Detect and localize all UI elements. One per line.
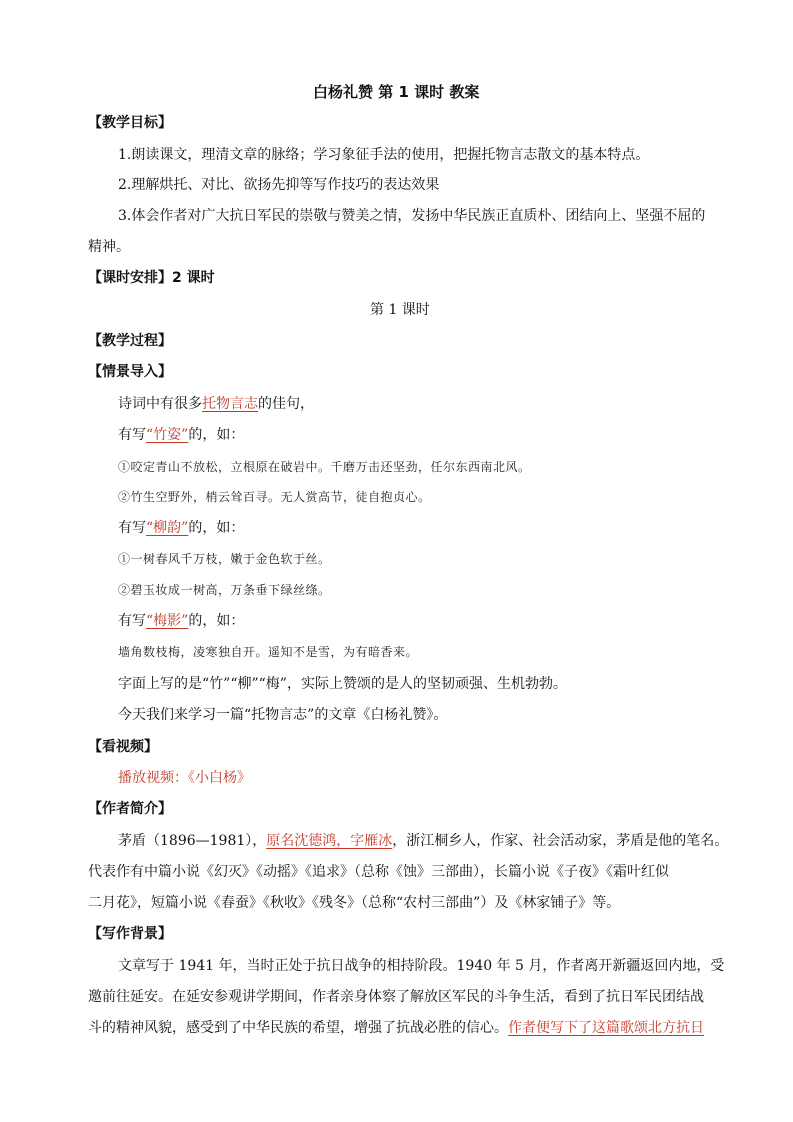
- willow-line: [118, 518, 244, 538]
- author-line-3: 二月花》，短篇小说《春蚕》《秋收》《残冬》（总称“农村三部曲”）及《林家铺子》等。: [88, 895, 621, 911]
- plum-text-a: 有写: [118, 613, 146, 629]
- process-heading: 【教学过程】: [88, 333, 172, 349]
- bamboo-text-b: 的，如：: [188, 427, 245, 443]
- author-line-2: 代表作有中篇小说《幻灭》《动摇》《追求》（总称《蚀》三部曲），长篇小说《子夜》《霜叶红似: [88, 864, 669, 880]
- willow-text-b: 的，如：: [188, 520, 245, 536]
- intro-highlight: 托物言志: [202, 396, 258, 412]
- willow-poem-2: ②碧玉妆成一树高，万条垂下绿丝绦。: [118, 583, 331, 597]
- summary-line: 字面上写的是“竹”“柳”“梅”，实际上赞颂的是人的坚韧顽强、生机勃勃。: [118, 676, 567, 692]
- willow-poem-1: ①一树春风千万枝，嫩于金色软于丝。: [118, 552, 331, 566]
- willow-highlight: “柳韵”: [146, 520, 189, 536]
- document-title: 白杨礼赞 第 1 课时 教案: [313, 83, 480, 101]
- author-line-1: [118, 831, 728, 851]
- background-line-3: [88, 1018, 704, 1038]
- author-text-b: ，浙江桐乡人，作家、社会活动家，茅盾是他的笔名。: [392, 833, 729, 849]
- intro-heading: 【情景导入】: [88, 364, 172, 380]
- willow-text-a: 有写: [118, 520, 146, 536]
- background-line-2: 邀前往延安。在延安参观讲学期间，作者亲身体察了解放区军民的斗争生活，看到了抗日军民团结战: [88, 989, 704, 1005]
- plum-text-b: 的，如：: [188, 613, 245, 629]
- intro-line: [118, 394, 314, 414]
- video-line: 播放视频：《小白杨》: [118, 770, 251, 786]
- goal-3-cont: 精神。: [88, 239, 130, 255]
- goal-2: 2.理解烘托、对比、欲扬先抑等写作技巧的表达效果: [118, 177, 440, 193]
- video-heading: 【看视频】: [88, 739, 158, 755]
- bamboo-poem-1: ①咬定青山不放松，立根原在破岩中。千磨万击还坚劲，任尔东西南北风。: [118, 460, 531, 474]
- background-heading: 【写作背景】: [88, 926, 172, 942]
- bamboo-line: [118, 425, 244, 445]
- author-highlight: 原名沈德鸿，字雁冰: [266, 833, 393, 849]
- bamboo-highlight: “竹姿”: [146, 427, 189, 443]
- plum-highlight: “梅影”: [146, 613, 189, 629]
- background-line-1: 文章写于 1941 年，当时正处于抗日战争的相持阶段。1940 年 5 月，作者离开新疆返回内地，受: [118, 958, 725, 974]
- background-text-a: 斗的精神风貌，感受到了中华民族的希望，增强了抗战必胜的信心。: [88, 1020, 508, 1036]
- author-heading: 【作者简介】: [88, 801, 172, 817]
- schedule-heading: 【课时安排】2 课时: [88, 270, 215, 286]
- lesson-label: 第 1 课时: [370, 302, 430, 318]
- goal-1: 1.朗读课文，理清文章的脉络；学习象征手法的使用，把握托物言志散文的基本特点。: [118, 147, 650, 163]
- intro-text-a: 诗词中有很多: [118, 396, 202, 412]
- goals-heading: 【教学目标】: [88, 115, 172, 131]
- background-highlight: 作者便写下了这篇歌颂北方抗日: [508, 1020, 704, 1036]
- bamboo-text-a: 有写: [118, 427, 146, 443]
- bamboo-poem-2: ②竹生空野外，梢云耸百寻。无人赏高节，徒自抱贞心。: [118, 490, 431, 504]
- plum-poem: 墙角数枝梅，凌寒独自开。遥知不是雪，为有暗香来。: [118, 645, 419, 659]
- goal-3: 3.体会作者对广大抗日军民的崇敬与赞美之情，发扬中华民族正直质朴、团结向上、坚强不屈的: [118, 208, 706, 224]
- today-line: 今天我们来学习一篇“托物言志”的文章《白杨礼赞》。: [118, 707, 448, 723]
- intro-text-b: 的佳句，: [258, 396, 314, 412]
- author-text-a: 茅盾（1896—1981），: [118, 833, 267, 849]
- plum-line: [118, 611, 244, 631]
